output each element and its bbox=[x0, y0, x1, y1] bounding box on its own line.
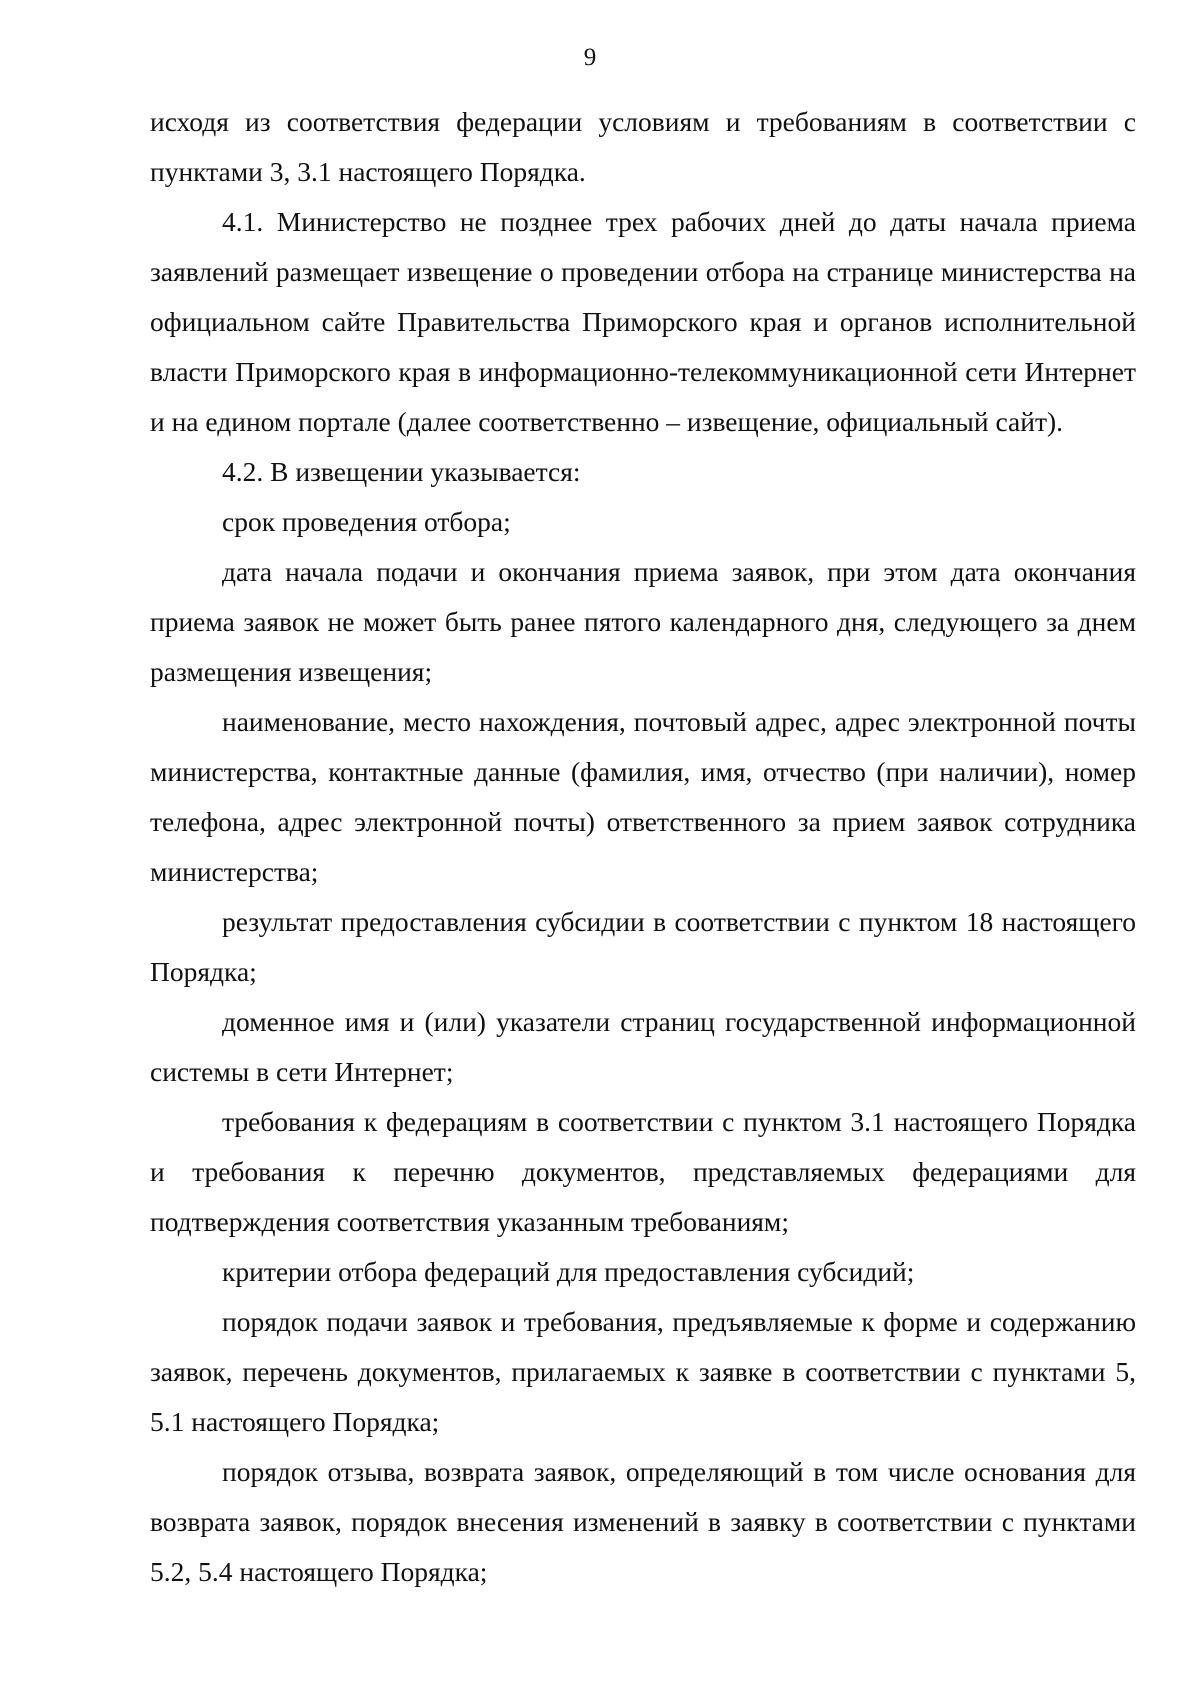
paragraph-continuation: исходя из соответствия федерации условиям и требованиям в соответствии с пунктами 3, 3.1 настоящего Порядка. bbox=[150, 106, 1136, 187]
list-item-federation-requirements: требования к федерациям в соответствии с пунктом 3.1 настоящего Порядка и требования к перечню документов, представляемых федерациями для подтверждения соответствия указанным требованиям; bbox=[150, 1106, 1136, 1237]
list-item-selection-period: срок проведения отбора; bbox=[222, 506, 511, 537]
paragraph-4-1: 4.1. Министерство не позднее трех рабочих дней до даты начала приема заявлений размещает извещение о проведении отбора на странице министерства на официальном сайте Правительства Приморского края и органов исполнительной власти Приморского края в информационно-телекоммуникационной сети Интернет и на едином портале (далее соответственно – извещение, официальный сайт). bbox=[150, 206, 1136, 437]
list-item-submission-procedure: порядок подачи заявок и требования, предъявляемые к форме и содержанию заявок, перечень документов, прилагаемых к заявке в соответствии с пунктами 5, 5.1 настоящего Порядка; bbox=[150, 1306, 1136, 1437]
list-item-ministry-contacts: наименование, место нахождения, почтовый адрес, адрес электронной почты министерства, контактные данные (фамилия, имя, отчество (при наличии), номер телефона, адрес электронной почты) ответственного за прием заявок сотрудника министерства; bbox=[150, 706, 1136, 887]
page-number: 9 bbox=[583, 44, 597, 71]
list-item-selection-criteria: критерии отбора федераций для предоставления субсидий; bbox=[222, 1256, 915, 1287]
paragraph-4-2: 4.2. В извещении указывается: bbox=[222, 456, 581, 487]
list-item-application-dates: дата начала подачи и окончания приема заявок, при этом дата окончания приема заявок не может быть ранее пятого календарного дня, следующего за днем размещения извещения; bbox=[150, 556, 1136, 687]
list-item-subsidy-result: результат предоставления субсидии в соответствии с пунктом 18 настоящего Порядка; bbox=[150, 906, 1136, 987]
list-item-withdrawal-procedure: порядок отзыва, возврата заявок, определяющий в том числе основания для возврата заявок, порядок внесения изменений в заявку в соответствии с пунктами 5.2, 5.4 настоящего Порядка; bbox=[150, 1456, 1136, 1587]
document-body bbox=[150, 97, 1136, 1597]
list-item-domain-name: доменное имя и (или) указатели страниц государственной информационной системы в сети Интернет; bbox=[150, 1006, 1136, 1087]
